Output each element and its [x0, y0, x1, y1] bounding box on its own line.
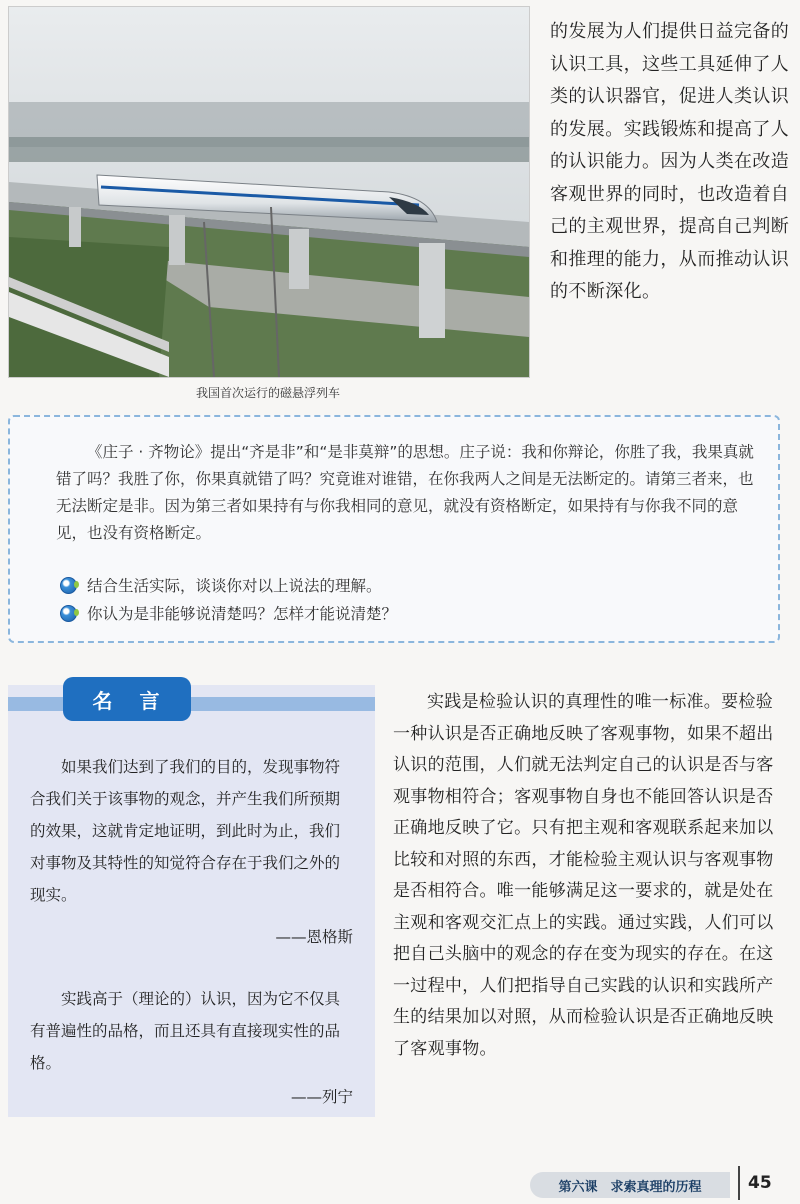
discussion-questions [60, 571, 760, 627]
discussion-box [8, 415, 780, 643]
list-item [60, 571, 760, 599]
quote-author-engels: ——恩格斯 [275, 928, 353, 946]
question-text: 结合生活实际，谈谈你对以上说法的理解。 [87, 577, 382, 595]
quote-author-lenin: ——列宁 [290, 1088, 353, 1106]
maglev-train-photo [8, 6, 530, 378]
right-column [550, 16, 790, 309]
chapter-footer: 第六课 求索真理的历程 [530, 1172, 730, 1198]
question-bullet-icon [60, 577, 77, 594]
famous-quotes-box [8, 685, 375, 1117]
list-item [60, 599, 760, 627]
footer-divider [738, 1166, 740, 1200]
quote-box-title: 名 言 [63, 677, 191, 721]
main-paragraph: 实践是检验认识的真理性的唯一标准。要检验一种认识是否正确地反映了客观事物，如果不超出认识的范围，人们就无法判定自己的认识是否与客观事物相符合；客观事物自身也不能回答认识是否正确地反映了它。只有把主观和客观联系起来加以比较和对照的东西，才能检验主观认识与客观事物是否相符合。唯一能够满足这一要求的，就是处在主观和客观交汇点上的实践。通过实践，人们可以把自己头脑中的观念的存在变为现实的存在。在这一过程中，人们把指导自己实践的认识和实践所产生的结果加以对照，从而检验认识是否正确地反映了客观事物。 [393, 692, 774, 1059]
discussion-passage: 《庄子 · 齐物论》提出“齐是非”和“是非莫辩”的思想。庄子说：我和你辩论，你胜了我，我果真就错了吗？我胜了你，你果真就错了吗？究竟谁对谁错，在你我两人之间是无法断定的。请第三者来，也无法断定是非。因为第三者如果持有与你我相同的意见，就没有资格断定，如果持有与你我不同的意见，也没有资格断定。 [56, 443, 754, 542]
right-column-text: 的发展为人们提供日益完备的认识工具，这些工具延伸了人类的认识器官，促进人类认识的发展。实践锻炼和提高了人的认识能力。因为人类在改造客观世界的同时，也改造着自己的主观世界，提高自己判断和推理的能力，从而推动认识的不断深化。 [550, 21, 790, 302]
photo-caption: 我国首次运行的磁悬浮列车 [195, 386, 340, 400]
quote-engels: 如果我们达到了我们的目的，发现事物符合我们关于该事物的观念，并产生我们所预期的效果，这就肯定地证明，到此时为止，我们对事物及其特性的知觉符合存在于我们之外的现实。 [30, 758, 341, 904]
page-number: 45 [748, 1173, 772, 1193]
question-bullet-icon [60, 605, 77, 622]
quote-lenin: 实践高于（理论的）认识，因为它不仅具有普遍性的品格，而且还具有直接现实性的品格。 [30, 990, 341, 1072]
question-text: 你认为是非能够说清楚吗？怎样才能说清楚？ [87, 605, 398, 623]
